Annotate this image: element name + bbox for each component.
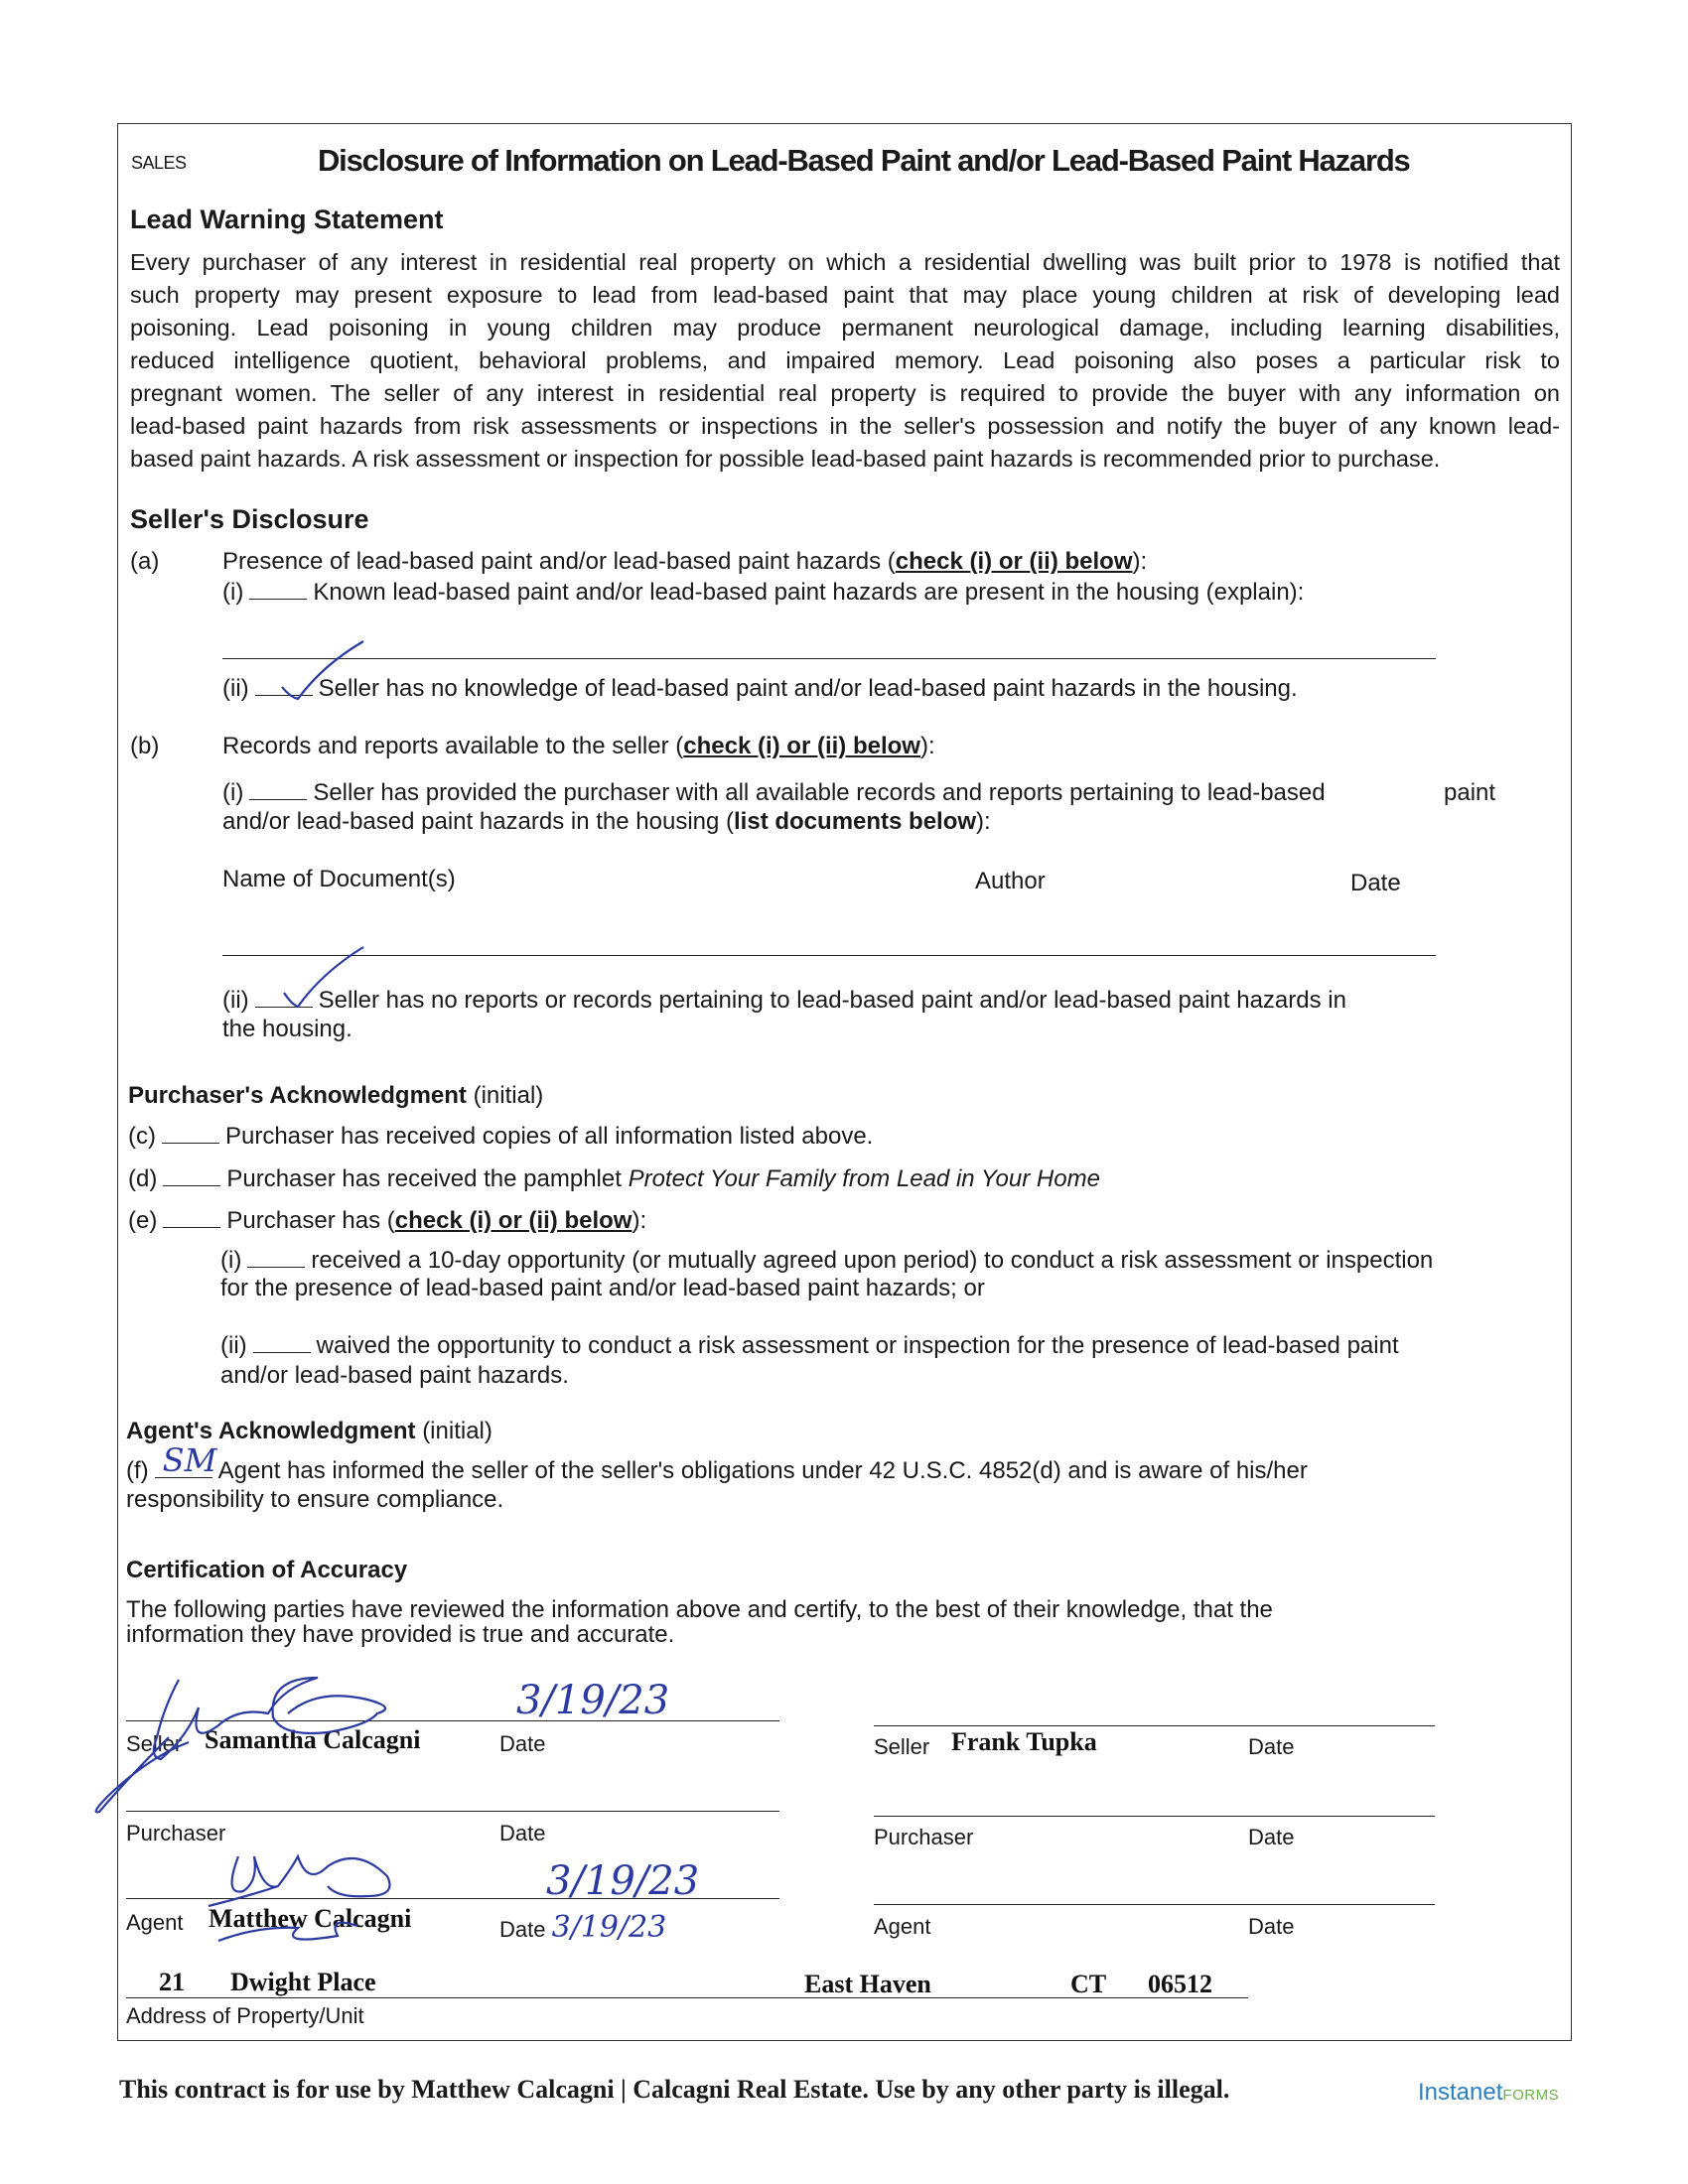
- agent2-date-label: Date: [1248, 1914, 1295, 1939]
- agent1-signature: [189, 1837, 506, 1966]
- certification-heading: Certification of Accuracy: [126, 1557, 408, 1583]
- purchaser2-label: Purchaser: [874, 1825, 974, 1849]
- address-label: Address of Property/Unit: [126, 2003, 364, 2028]
- agent-ack-heading: Agent's Acknowledgment (initial): [126, 1418, 492, 1444]
- warning-line: poisoning. Lead poisoning in young children may produce permanent neurological damage, including learning disabilities,: [130, 315, 1560, 341]
- item-e-i-cont: for the presence of lead-based paint and/or lead-based paint hazards; or: [220, 1275, 985, 1301]
- agent1-name: Matthew Calcagni: [209, 1904, 412, 1933]
- e-ii-blank[interactable]: [253, 1332, 311, 1353]
- purchaser1-label: Purchaser: [126, 1821, 226, 1845]
- document-name-column: Name of Document(s): [222, 866, 456, 892]
- item-b-label: (b): [130, 733, 160, 759]
- item-b-ii: (ii) Seller has no reports or records pertaining to lead-based paint and/or lead-based paint hazards in: [222, 987, 1346, 1014]
- item-a-text: Presence of lead-based paint and/or lead-based paint hazards (check (i) or (ii) below):: [222, 548, 1148, 575]
- check-instruction: check (i) or (ii) below: [895, 548, 1133, 575]
- item-c: (c) Purchaser has received copies of all information listed above.: [128, 1123, 874, 1150]
- footer-notice: This contract is for use by Matthew Calcagni | Calcagni Real Estate. Use by any other party is illegal.: [119, 2075, 1230, 2104]
- purchaser1-date-label: Date: [499, 1821, 546, 1845]
- author-column: Author: [975, 868, 1046, 894]
- seller1-name: Samantha Calcagni: [205, 1725, 421, 1754]
- a-i-blank[interactable]: [249, 579, 307, 600]
- item-b-ii-cont: the housing.: [222, 1016, 352, 1042]
- warning-line: based paint hazards. A risk assessment or inspection for possible lead-based paint hazards is recommended prior to purchase.: [130, 446, 1441, 472]
- purchaser-ack-heading: Purchaser's Acknowledgment (initial): [128, 1082, 544, 1109]
- d-blank[interactable]: [163, 1165, 220, 1186]
- item-e: (e) Purchaser has (check (i) or (ii) below):: [128, 1207, 647, 1234]
- agent2-signature-line[interactable]: [874, 1904, 1435, 1905]
- check-instruction: check (i) or (ii) below: [394, 1207, 633, 1234]
- item-f-cont: responsibility to ensure compliance.: [126, 1486, 504, 1513]
- sellers-disclosure-heading: Seller's Disclosure: [130, 504, 369, 534]
- address-city: East Haven: [804, 1970, 931, 1998]
- brand-main: Instanet: [1418, 2079, 1503, 2106]
- check-instruction: check (i) or (ii) below: [683, 733, 920, 759]
- purchaser2-date-label: Date: [1248, 1825, 1295, 1849]
- certification-text-cont: information they have provided is true and accurate.: [126, 1621, 675, 1648]
- brand-suffix: FORMS: [1502, 2087, 1560, 2104]
- seller2-date-label: Date: [1248, 1734, 1295, 1759]
- warning-line: lead-based paint hazards from risk assessments or inspections in the seller's possession and notify the buyer of any known lead-: [130, 413, 1560, 439]
- date-column: Date: [1350, 870, 1401, 896]
- explain-line[interactable]: [222, 658, 1436, 659]
- item-e-i: (i) received a 10-day opportunity (or mutually agreed upon period) to conduct a risk assessment or inspection: [220, 1247, 1434, 1274]
- pamphlet-title: Protect Your Family from Lead in Your Home: [628, 1165, 1100, 1192]
- warning-line: such property may present exposure to lead from lead-based paint that may place young children at risk of developing lead: [130, 282, 1560, 308]
- documents-line[interactable]: [222, 955, 1436, 956]
- item-b-text: Records and reports available to the seller (check (i) or (ii) below):: [222, 733, 935, 759]
- item-e-ii-cont: and/or lead-based paint hazards.: [220, 1362, 569, 1389]
- lead-warning-heading: Lead Warning Statement: [130, 205, 444, 234]
- item-b-i: (i) Seller has provided the purchaser with all available records and reports pertaining to lead-based: [222, 779, 1326, 806]
- seller2-signature-line[interactable]: [874, 1725, 1435, 1726]
- list-instruction: list documents below: [734, 808, 977, 835]
- instanet-logo: [1418, 2079, 1559, 2107]
- paint-word: paint: [1444, 779, 1496, 806]
- lead-warning-text: [130, 246, 1560, 476]
- seller1-date: 3/19/23: [516, 1678, 670, 1723]
- e-i-blank[interactable]: [247, 1247, 305, 1268]
- agent1-date: 3/19/23: [551, 1910, 667, 1945]
- address-line[interactable]: [126, 1997, 1248, 1998]
- agent-initials: SM: [162, 1441, 217, 1479]
- seller1-signature: [70, 1648, 506, 1817]
- agent2-label: Agent: [874, 1914, 931, 1939]
- address-state: CT: [1070, 1970, 1107, 1998]
- b-i-blank[interactable]: [249, 779, 307, 800]
- purchaser2-signature-line[interactable]: [874, 1816, 1435, 1817]
- sales-tag: SALES: [131, 153, 187, 173]
- agent1-date-above: 3/19/23: [546, 1858, 700, 1904]
- item-a-i: (i) Known lead-based paint and/or lead-based paint hazards are present in the housing (explain):: [222, 579, 1305, 606]
- seller1-date-label: Date: [499, 1731, 546, 1756]
- item-d: (d) Purchaser has received the pamphlet Protect Your Family from Lead in Your Home: [128, 1165, 1100, 1192]
- f-blank[interactable]: [155, 1441, 217, 1479]
- form-title: Disclosure of Information on Lead-Based Paint and/or Lead-Based Paint Hazards: [318, 143, 1410, 178]
- item-f: (f) SM Agent has informed the seller of the seller's obligations under 42 U.S.C. 4852(d) and is aware of his/her: [126, 1441, 1308, 1484]
- address-number: 21: [159, 1968, 185, 1996]
- seller1-label: Seller: [126, 1731, 183, 1756]
- warning-line: pregnant women. The seller of any interest in residential real property is required to provide the buyer with any information on: [130, 380, 1560, 406]
- item-a-ii: (ii) Seller has no knowledge of lead-based paint and/or lead-based paint hazards in the housing.: [222, 675, 1298, 702]
- certification-text: The following parties have reviewed the information above and certify, to the best of their knowledge, that the: [126, 1596, 1273, 1623]
- checkmark-icon: [280, 943, 369, 1013]
- address-zip: 06512: [1148, 1970, 1212, 1998]
- e-blank[interactable]: [163, 1207, 220, 1228]
- checkmark-icon: [278, 635, 367, 705]
- c-blank[interactable]: [162, 1123, 219, 1144]
- warning-line: Every purchaser of any interest in residential real property on which a residential dwelling was built prior to 1978 is notified that: [130, 249, 1560, 275]
- agent1-label: Agent: [126, 1910, 184, 1935]
- warning-line: reduced intelligence quotient, behavioral problems, and impaired memory. Lead poisoning also poses a particular risk to: [130, 347, 1560, 373]
- seller2-label: Seller: [874, 1734, 930, 1759]
- purchaser1-signature-line[interactable]: [126, 1811, 779, 1812]
- item-e-ii: (ii) waived the opportunity to conduct a risk assessment or inspection for the presence of lead-based paint: [220, 1332, 1399, 1359]
- address-street: Dwight Place: [230, 1968, 376, 1996]
- agent1-date-label: Date 3/19/23: [499, 1910, 667, 1945]
- item-b-i-cont: and/or lead-based paint hazards in the housing (list documents below):: [222, 808, 991, 835]
- seller2-name: Frank Tupka: [951, 1727, 1097, 1756]
- item-a-label: (a): [130, 548, 160, 575]
